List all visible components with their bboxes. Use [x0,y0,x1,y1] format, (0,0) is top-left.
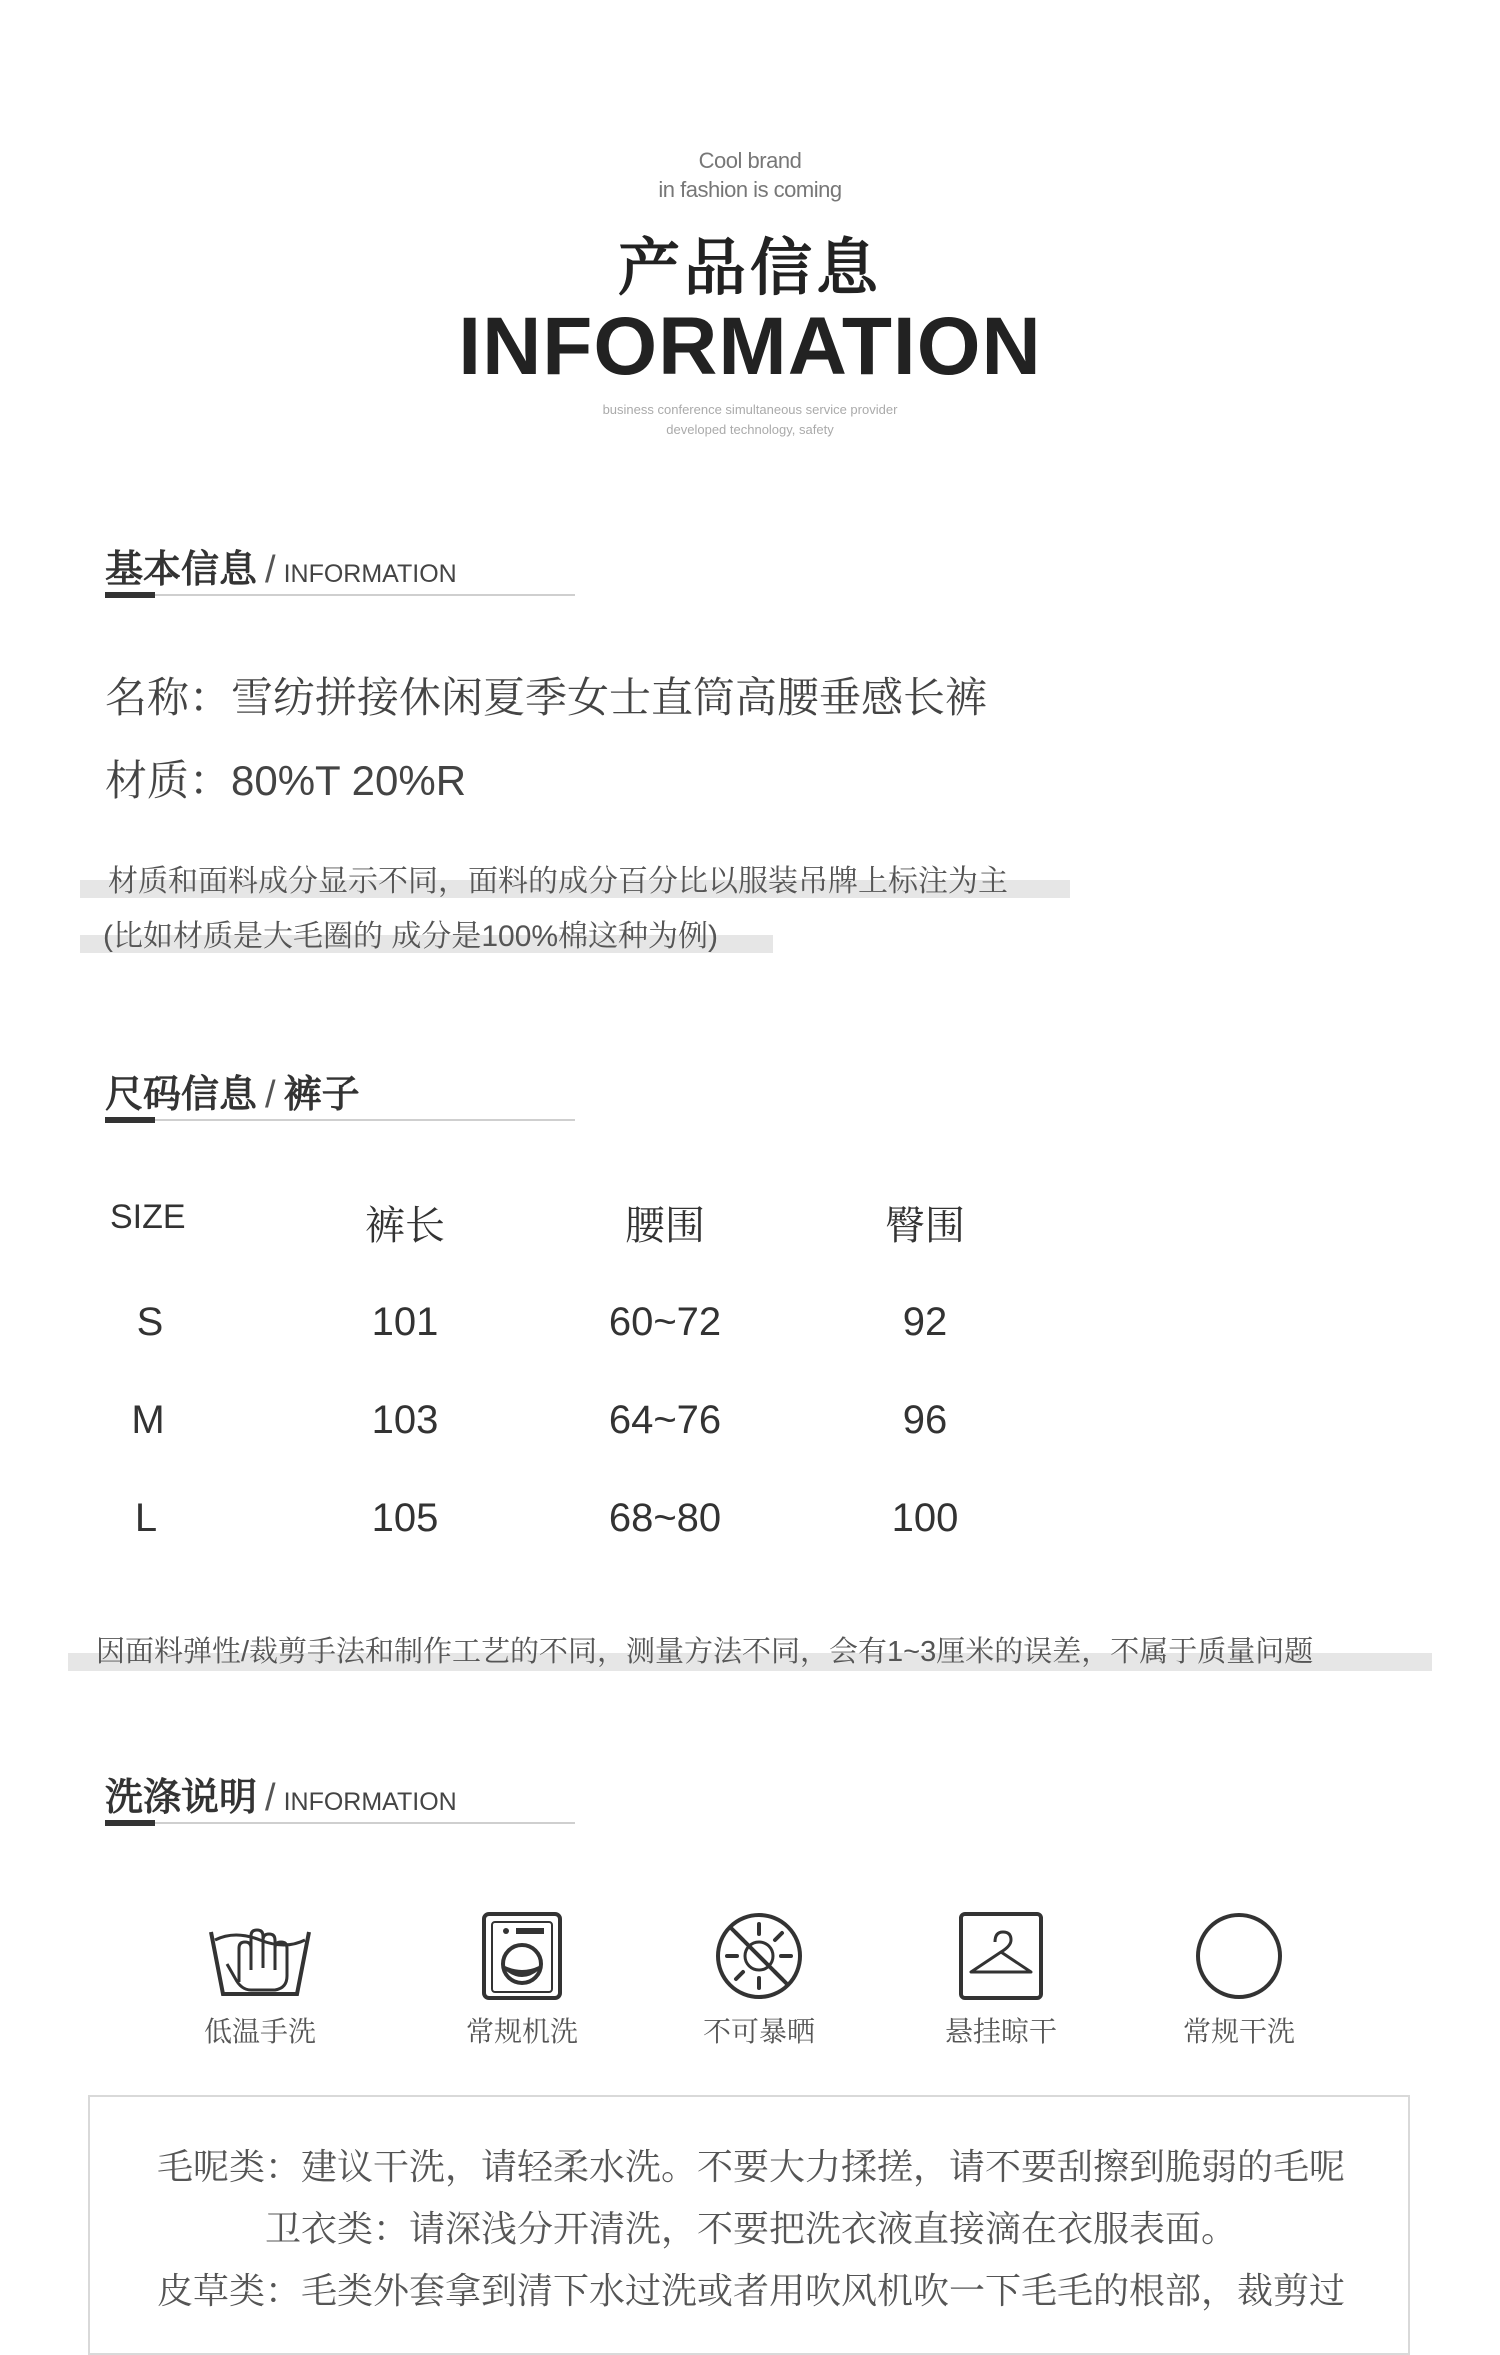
brand-tagline-1: Cool brand [698,148,802,173]
section-underline [105,594,575,596]
table-cell: 96 [902,1398,948,1442]
table-cell: 68~80 [608,1496,722,1540]
wash-item [447,1910,597,2050]
table-cell: 101 [371,1300,439,1344]
care-line-fur: 皮草类：毛类外套拿到清下水过洗或者用吹风机吹一下毛毛的根部，裁剪过 [156,2270,1345,2311]
section-underline [105,1119,575,1121]
table-cell: 92 [902,1300,948,1344]
table-cell: M [131,1398,165,1442]
section-accent-bar [105,592,155,598]
section-underline [105,1822,575,1824]
table-cell: 103 [371,1398,439,1442]
section-slash: / [265,1074,276,1116]
section-title: 尺码信息 [105,1074,258,1116]
section-slash: / [265,1777,276,1819]
no-sun-icon [713,1910,805,2002]
table-header-size: SIZE [110,1198,186,1236]
wash-item [1164,1910,1314,2050]
wash-label: 低温手洗 [203,2016,316,2047]
section-subtitle: INFORMATION [283,560,457,588]
care-instructions-box [88,2095,1410,2355]
wash-label: 悬挂晾干 [944,2016,1057,2047]
tiny-caption-2: developed technology, safety [666,422,834,437]
wash-item [926,1910,1076,2050]
section-header-basic [105,538,575,596]
hand-wash-icon [205,1910,315,2002]
care-line-wool: 毛呢类：建议干洗，请轻柔水洗。不要大力揉搓，请不要刮擦到脆弱的毛呢 [156,2146,1345,2187]
wash-label: 常规干洗 [1182,2016,1295,2047]
product-name: 名称：雪纺拼接休闲夏季女士直筒高腰垂感长裤 [105,674,988,721]
tiny-caption-1: business conference simultaneous service provider [602,402,898,417]
dry-clean-icon [1193,1910,1285,2002]
page-title-en: INFORMATION [458,301,1042,392]
page-title-cn: 产品信息 [617,234,882,303]
section-accent-bar [105,1117,155,1123]
care-line-sweatshirt: 卫衣类：请深浅分开清洗，不要把洗衣液直接滴在衣服表面。 [264,2208,1237,2249]
section-accent-bar [105,1820,155,1826]
section-slash: / [265,549,276,591]
brand-tagline-2: in fashion is coming [658,177,842,202]
section-header-wash [105,1766,575,1824]
table-cell: 105 [371,1496,439,1540]
section-subtitle: 裤子 [283,1074,360,1116]
table-cell: S [136,1300,164,1344]
section-title: 基本信息 [105,549,258,591]
material-note-1: 材质和面料成分显示不同，面料的成分百分比以服装吊牌上标注为主 [108,865,1008,898]
wash-label: 不可暴晒 [702,2016,815,2047]
wash-item [185,1910,335,2050]
table-cell: 100 [891,1496,959,1540]
product-material: 材质：80%T 20%R [105,757,467,804]
material-note-2: (比如材质是大毛圈的 成分是100%棉这种为例) [103,920,719,953]
wash-item [684,1910,834,2050]
table-header-length: 裤长 [365,1204,445,1248]
hang-dry-icon [955,1910,1047,2002]
size-note: 因面料弹性/裁剪手法和制作工艺的不同，测量方法不同，会有1~3厘米的误差，不属于质量问题 [96,1636,1314,1668]
wash-label: 常规机洗 [465,2016,578,2047]
table-cell: 60~72 [608,1300,722,1344]
machine-wash-icon [476,1910,568,2002]
section-title: 洗涤说明 [105,1777,258,1819]
table-header-waist: 腰围 [625,1204,705,1248]
section-header-size [105,1063,575,1121]
section-subtitle: INFORMATION [283,1788,457,1816]
table-header-hip: 臀围 [885,1204,965,1248]
table-cell: 64~76 [608,1398,722,1442]
table-cell: L [134,1496,158,1540]
